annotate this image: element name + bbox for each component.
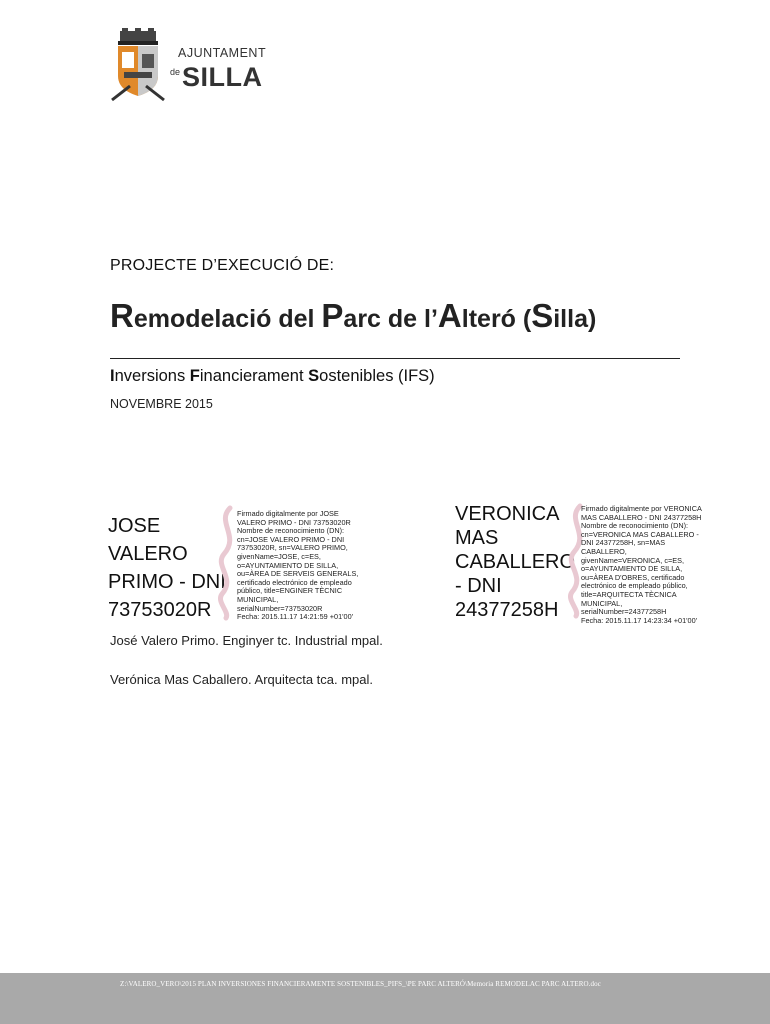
ifs-line (110, 367, 435, 386)
signature-1-name-line: PRIMO - DNI (108, 571, 226, 593)
title-cap-4: S (531, 297, 554, 334)
signature-2-name-line: VERONICA (455, 503, 560, 525)
signature-2-name-line: 24377258H (455, 599, 559, 621)
project-subtitle: PROJECTE D’EXECUCIÓ DE: (110, 257, 335, 274)
title-cap-2: P (321, 297, 344, 334)
coat-of-arms-icon (110, 28, 166, 104)
signature-1-detail-line: o=AYUNTAMIENTO DE SILLA, (237, 560, 339, 570)
document-date: NOVEMBRE 2015 (110, 397, 213, 411)
logo-text-de: de (170, 67, 181, 77)
signature-2-detail-line: DNI 24377258H, sn=MAS (581, 538, 666, 548)
signature-2-detail-line: MAS CABALLERO - DNI 24377258H (581, 512, 702, 522)
signature-2-name (455, 502, 575, 622)
title-cap-3: A (437, 297, 462, 334)
signature-2-detail-line: o=AYUNTAMIENTO DE SILLA, (581, 564, 683, 574)
signer-1-role: José Valero Primo. Enginyer tc. Industrial mpal. (110, 633, 383, 648)
signature-1-name-line: JOSE (108, 515, 161, 537)
signature-1-detail-line: Firmado digitalmente por JOSE (237, 509, 339, 518)
project-title (110, 297, 596, 335)
title-divider (110, 358, 680, 359)
signature-2-detail-line: MUNICIPAL, (581, 598, 623, 608)
signature-1-detail-line: público, title=ENGINER TÈCNIC (237, 586, 343, 596)
title-cap-1: R (110, 297, 134, 334)
page-footer (0, 973, 770, 1024)
signature-2-detail-line: Fecha: 2015.11.17 14:23:34 +01'00' (581, 615, 698, 625)
signature-2-name-line: - DNI (455, 575, 502, 597)
signature-2-details (581, 505, 702, 625)
signature-2-detail-line: givenName=VERONICA, c=ES, (581, 555, 685, 565)
signature-1-detail-line: Fecha: 2015.11.17 14:21:59 +01'00' (237, 612, 354, 622)
signature-1-detail-line: givenName=JOSE, c=ES, (237, 551, 321, 561)
signature-1-detail-line: MUNICIPAL, (237, 594, 279, 604)
signature-2-name-line: MAS (455, 527, 499, 549)
footer-file-path: Z:\VALERO_VERO\2015 PLAN INVERSIONES FINANCIERAMENTE SOSTENIBLES_PIFS_\PE PARC ALTERÓ\Memoria REMODELAC PARC ALTERO.doc (120, 980, 601, 988)
logo-text-ajuntament: AJUNTAMENT (178, 46, 267, 60)
title-rest-2: arc de l’ (343, 305, 438, 333)
signature-1-name (108, 512, 226, 624)
ifs-rest-1: nversions (114, 367, 190, 385)
signature-1-detail-line: VALERO PRIMO - DNI 73753020R (237, 517, 351, 527)
logo-text-silla: SILLA (182, 62, 263, 92)
signature-2-detail-line: title=ARQUITECTA TÈCNICA (581, 589, 677, 599)
ifs-bold-2: F (189, 367, 200, 385)
signature-1-name-line: 73753020R (108, 599, 212, 621)
signature-1-name-line: VALERO (108, 543, 188, 565)
signature-1-detail-line: Nombre de reconocimiento (DN): (237, 526, 345, 536)
signature-2-detail-line: Nombre de reconocimiento (DN): (581, 521, 689, 531)
signature-1-details (237, 510, 358, 622)
signer-2-role: Verónica Mas Caballero. Arquitecta tca. mpal. (110, 672, 374, 687)
signature-1-detail-line: certificado electrónico de empleado (237, 577, 352, 587)
signature-1-detail-line: serialNumber=73753020R (237, 603, 323, 613)
signature-1-detail-line: ou=ÀREA DE SERVEIS GENERALS, (237, 569, 359, 579)
signature-2-detail-line: CABALLERO, (581, 546, 627, 556)
signature-2-detail-line: electrónico de empleado público, (581, 581, 688, 591)
ifs-rest-3: ostenibles (IFS) (319, 367, 435, 385)
signature-2-detail-line: ou=ÀREA D'OBRES, certificado (581, 572, 685, 582)
signature-1-detail-line: cn=JOSE VALERO PRIMO - DNI (237, 534, 345, 544)
title-rest-4: illa) (553, 305, 597, 333)
signature-2-detail-line: serialNumber=24377258H (581, 607, 667, 617)
title-rest-3: lteró ( (461, 305, 532, 333)
signature-1-detail-line: 73753020R, sn=VALERO PRIMO, (237, 543, 348, 553)
ajuntament-logo (110, 28, 270, 106)
ifs-rest-2: inancierament (199, 367, 309, 385)
title-rest-1: emodelació del (133, 305, 322, 333)
signature-2-name-line: CABALLERO (455, 551, 576, 573)
signature-2-detail-line: Firmado digitalmente por VERONICA (581, 504, 702, 513)
ifs-bold-1: I (110, 367, 115, 385)
ifs-bold-3: S (308, 367, 320, 385)
signature-2-detail-line: cn=VERONICA MAS CABALLERO - (581, 529, 699, 539)
